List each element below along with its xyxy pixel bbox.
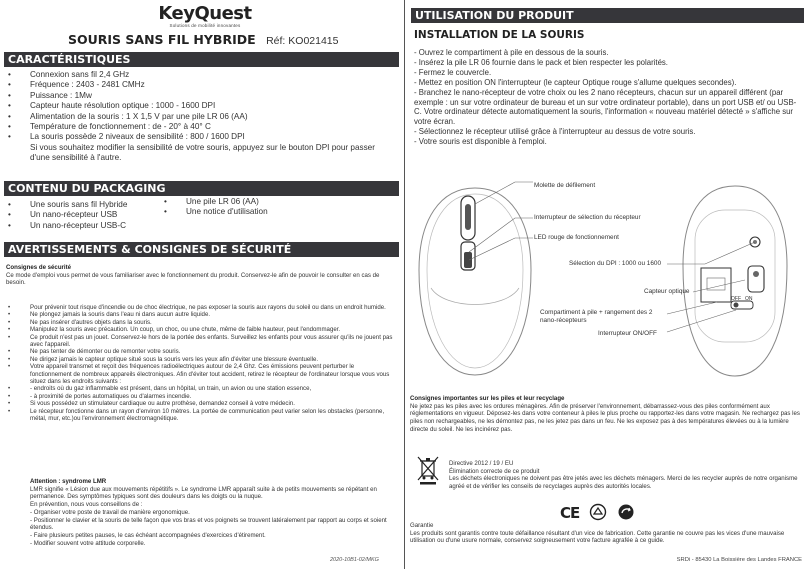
- installation-step: - Votre souris est disponible à l'emploi.: [414, 137, 547, 147]
- characteristic-item: • Puissance : 1Mw: [6, 91, 398, 101]
- optical-sensor: [748, 266, 764, 292]
- weee-bin-icon: [415, 455, 441, 485]
- switch-on-mark: ON: [745, 296, 753, 302]
- lmr-title: Attention : syndrome LMR: [30, 478, 107, 485]
- packaging-list-left: [6, 200, 156, 231]
- label-dpi: Sélection du DPI : 1000 ou 1600: [569, 260, 662, 267]
- label-sensor: Capteur optique: [644, 288, 690, 295]
- installation-step: - Mettez en position ON l'interrupteur (le capteur Optique rouge s'allume quelques secondes).: [414, 77, 737, 87]
- warning-item: • Ne plongez jamais la souris dans l'eau ni dans aucun autre liquide.: [6, 311, 396, 318]
- product-name: SOURIS SANS FIL HYBRIDE: [68, 32, 256, 47]
- warning-item: • Ne pas tenter de démonter ou de remonter votre souris.: [6, 348, 396, 355]
- recycling-section: [410, 395, 802, 434]
- product-title: [68, 31, 338, 49]
- product-ref: Réf: KO021415: [266, 35, 339, 47]
- characteristic-item: • La souris possède 2 niveaux de sensibilité : 800 / 1600 DPI: [6, 132, 398, 142]
- lmr-advice: - Faire plusieurs petites pauses, le cas échéant accompagnées d'exercices d'étirement.: [30, 531, 266, 539]
- brand-logo: [150, 4, 260, 28]
- characteristics-note: Si vous souhaitez modifier la sensibilité de votre souris, appuyez sur le bouton DPI pour passer d'une sensibilité à l'autre.: [30, 143, 375, 163]
- label-scroll-wheel: Molette de défilement: [534, 182, 596, 189]
- directive-text: Les déchets électroniques ne doivent pas être jetés avec les déchets ménagers. Merci de les recycler auprès de notre organisme agréé et de vérifier les conseils de recyclages auprès des autorités locales.: [449, 475, 798, 491]
- triman-icon: [617, 503, 635, 521]
- characteristic-item: • Fréquence : 2403 - 2481 CMHz: [6, 80, 398, 90]
- safety-title: Consignes de sécurité: [6, 264, 72, 271]
- ce-mark: CE: [560, 504, 580, 522]
- characteristic-item: • Température de fonctionnement : de - 20° à 40° C: [6, 122, 398, 132]
- logo-tagline: Solutions de mobilité innovantes: [169, 23, 241, 28]
- recycling-text: Ne jetez pas les piles avec les ordures ménagères. Afin de préserver l'environnement, débarrassez-vous des piles conformément aux réglementations en vigueur. Déposez-les dans votre conteneur à piles le plus proche ou rapportez-les dans votre magasin. Ne rechargez pas les piles non rechargeables, ne les démontez pas, ne les jetez pas dans un feu. Ne les exposez pas à des températures élevées ou à la lumière directe du soleil. Ne les incinérez pas.: [410, 402, 800, 433]
- weee-recycling-icon: [589, 503, 607, 521]
- safety-intro: Ce mode d'emploi vous permet de vous familiariser avec le fonctionnement du produit. Conservez-le afin de pouvoir le consulter en cas de besoin.: [6, 271, 380, 287]
- document-code: 2020-10B1-02/MKG: [330, 557, 379, 563]
- installation-step: - Insérez la pile LR 06 fournie dans le pack et bien respecter les polarités.: [414, 57, 668, 67]
- packaging-list-right: [162, 197, 312, 218]
- warning-item: • Manipulez la souris avec précaution. Un coup, un choc, ou une chute, même de faible hauteur, peut l'endommager.: [6, 326, 396, 333]
- guarantee-text: Les produits sont garantis contre toute défaillance résultant d'un vice de fabrication. Cette garantie ne couvre pas les vices d'une mauvaise utilisation ou d'une usure normale, conservez soigneusement votre facture agrafée à ce guide.: [410, 529, 785, 545]
- switch-off-mark: OFF: [731, 296, 741, 302]
- warning-item: • Ne pas insérer d'autres objets dans la souris.: [6, 319, 396, 326]
- characteristics-list: [6, 70, 398, 143]
- characteristic-item: • Connexion sans fil 2,4 GHz: [6, 70, 398, 80]
- directive-subtitle: Élimination correcte de ce produit: [449, 467, 540, 475]
- safety-section: [6, 264, 398, 287]
- installation-step: - Fermez le couvercle.: [414, 67, 492, 77]
- label-receiver-switch: Interrupteur de sélection du récepteur: [534, 214, 641, 221]
- lmr-advice: - Organiser votre poste de travail de manière ergonomique.: [30, 508, 190, 516]
- company-footer: SRDi - 85430 La Boissière des Landes FRANCE: [676, 557, 802, 563]
- installation-step: - Sélectionnez le récepteur utilisé grâce à l'interrupteur au dessus de votre souris.: [414, 127, 696, 137]
- package-item: • Un nano-récepteur USB: [6, 210, 156, 220]
- characteristic-item: • Alimentation de la souris : 1 X 1,5 V par une pile LR 06 (AA): [6, 112, 398, 122]
- package-item: • Une pile LR 06 (AA): [162, 197, 312, 207]
- packaging-heading: CONTENU DU PACKAGING: [4, 181, 399, 196]
- warning-item: • Ne dirigez jamais le capteur optique situé sous la souris vers les yeux afin d'éviter une blessure éventuelle.: [6, 356, 396, 363]
- warning-item: • Le récepteur fonctionne dans un rayon d'environ 10 mètres. La portée de communication peut varier selon les obstacles (personne, métal, mur, etc.)ou l'environnement électromagnétique.: [6, 408, 396, 423]
- characteristic-item: • Capteur haute résolution optique : 1000 - 1600 DPI: [6, 101, 398, 111]
- warnings-heading: AVERTISSEMENTS & CONSIGNES DE SÉCURITÉ: [4, 242, 399, 257]
- characteristics-heading: CARACTÉRISTIQUES: [4, 52, 399, 67]
- warning-item: • Ce produit n'est pas un jouet. Conservez-le hors de la portée des enfants. Surveillez les enfants pour vous assurer qu'ils ne jouent pas avec l'appareil.: [6, 334, 396, 349]
- warnings-list: [6, 304, 396, 423]
- warning-item: • Votre appareil transmet et reçoit des fréquences radioélectriques autour de 2,4 Ghz. Ces émissions peuvent perturber le fonctionnement de nombreux appareils électroniques. Afin d'éviter tout accident, retirez le récepteur de l'ordinateur lorsque vous vous situez dans les endroits suivants :: [6, 363, 396, 385]
- guarantee-section: [410, 522, 802, 545]
- lmr-section: [30, 478, 398, 547]
- label-led: LED rouge de fonctionnement: [534, 234, 619, 241]
- installation-steps: [414, 48, 804, 147]
- lmr-advice: - Positionner le clavier et la souris de telle façon que vos bras et vos poignets se trouvent latéralement par rapport au corps et soient étendus.: [30, 516, 387, 532]
- package-item: • Une notice d'utilisation: [162, 207, 312, 217]
- warning-subitem: • Si vous possédez un stimulateur cardiaque ou autre prothèse, demandez conseil à votre médecin.: [6, 400, 396, 407]
- logo-text: KeyQuest: [158, 3, 252, 24]
- lmr-intro: En prévention, nous vous conseillons de :: [30, 501, 143, 509]
- installation-step: - Branchez le nano-récepteur de votre choix ou les 2 nano récepteurs, chacun sur un appareil différent (par exemple : un sur votre ordinateur de bureau et un sur votre ordinateur portable), dans un port USB et/ ou USB-C. Votre ordinateur détecte automatiquement la souris, l'information « nouveau matériel détecté » s'affiche sur votre écran.: [414, 87, 797, 127]
- label-battery: Compartiment à pile + rangement des 2 nano-récepteurs: [540, 309, 653, 324]
- lmr-advice: - Modifier souvent votre attitude corporelle.: [30, 539, 146, 547]
- package-item: • Une souris sans fil Hybride: [6, 200, 156, 210]
- installation-heading: INSTALLATION DE LA SOURIS: [414, 29, 585, 41]
- mouse-top-view: [419, 188, 531, 375]
- mouse-diagram: [405, 170, 808, 392]
- warning-item: • Pour prévenir tout risque d'incendie ou de choc électrique, ne pas exposer la souris aux rayons du soleil ou dans un endroit humide.: [6, 304, 396, 311]
- warning-subitem: • - à proximité de portes automatiques ou d'alarmes incendie.: [6, 393, 396, 400]
- package-item: • Un nano-récepteur USB-C: [6, 221, 156, 231]
- label-onoff: Interrupteur ON/OFF: [598, 330, 657, 337]
- warning-subitem: • - endroits où du gaz inflammable est présent, dans un hôpital, un train, un avion ou une station essence,: [6, 385, 396, 392]
- recycling-title: Consignes importantes sur les piles et leur recyclage: [410, 395, 565, 402]
- mouse-bottom-view: [683, 186, 787, 376]
- usage-heading: UTILISATION DU PRODUIT: [411, 8, 804, 23]
- directive-title: Directive 2012 / 19 / EU: [449, 460, 514, 467]
- directive-section: [449, 460, 799, 491]
- guarantee-title: Garantie: [410, 522, 434, 529]
- lmr-text: LMR signifie « Lésion due aux mouvements répétitifs ». Le syndrome LMR apparaît suite à de petits mouvements se répétant en permanence. Des symptômes typiques sont des douleurs dans les doigts ou la nuque.: [30, 485, 377, 501]
- installation-step: - Ouvrez le compartiment à pile en dessous de la souris.: [414, 48, 609, 57]
